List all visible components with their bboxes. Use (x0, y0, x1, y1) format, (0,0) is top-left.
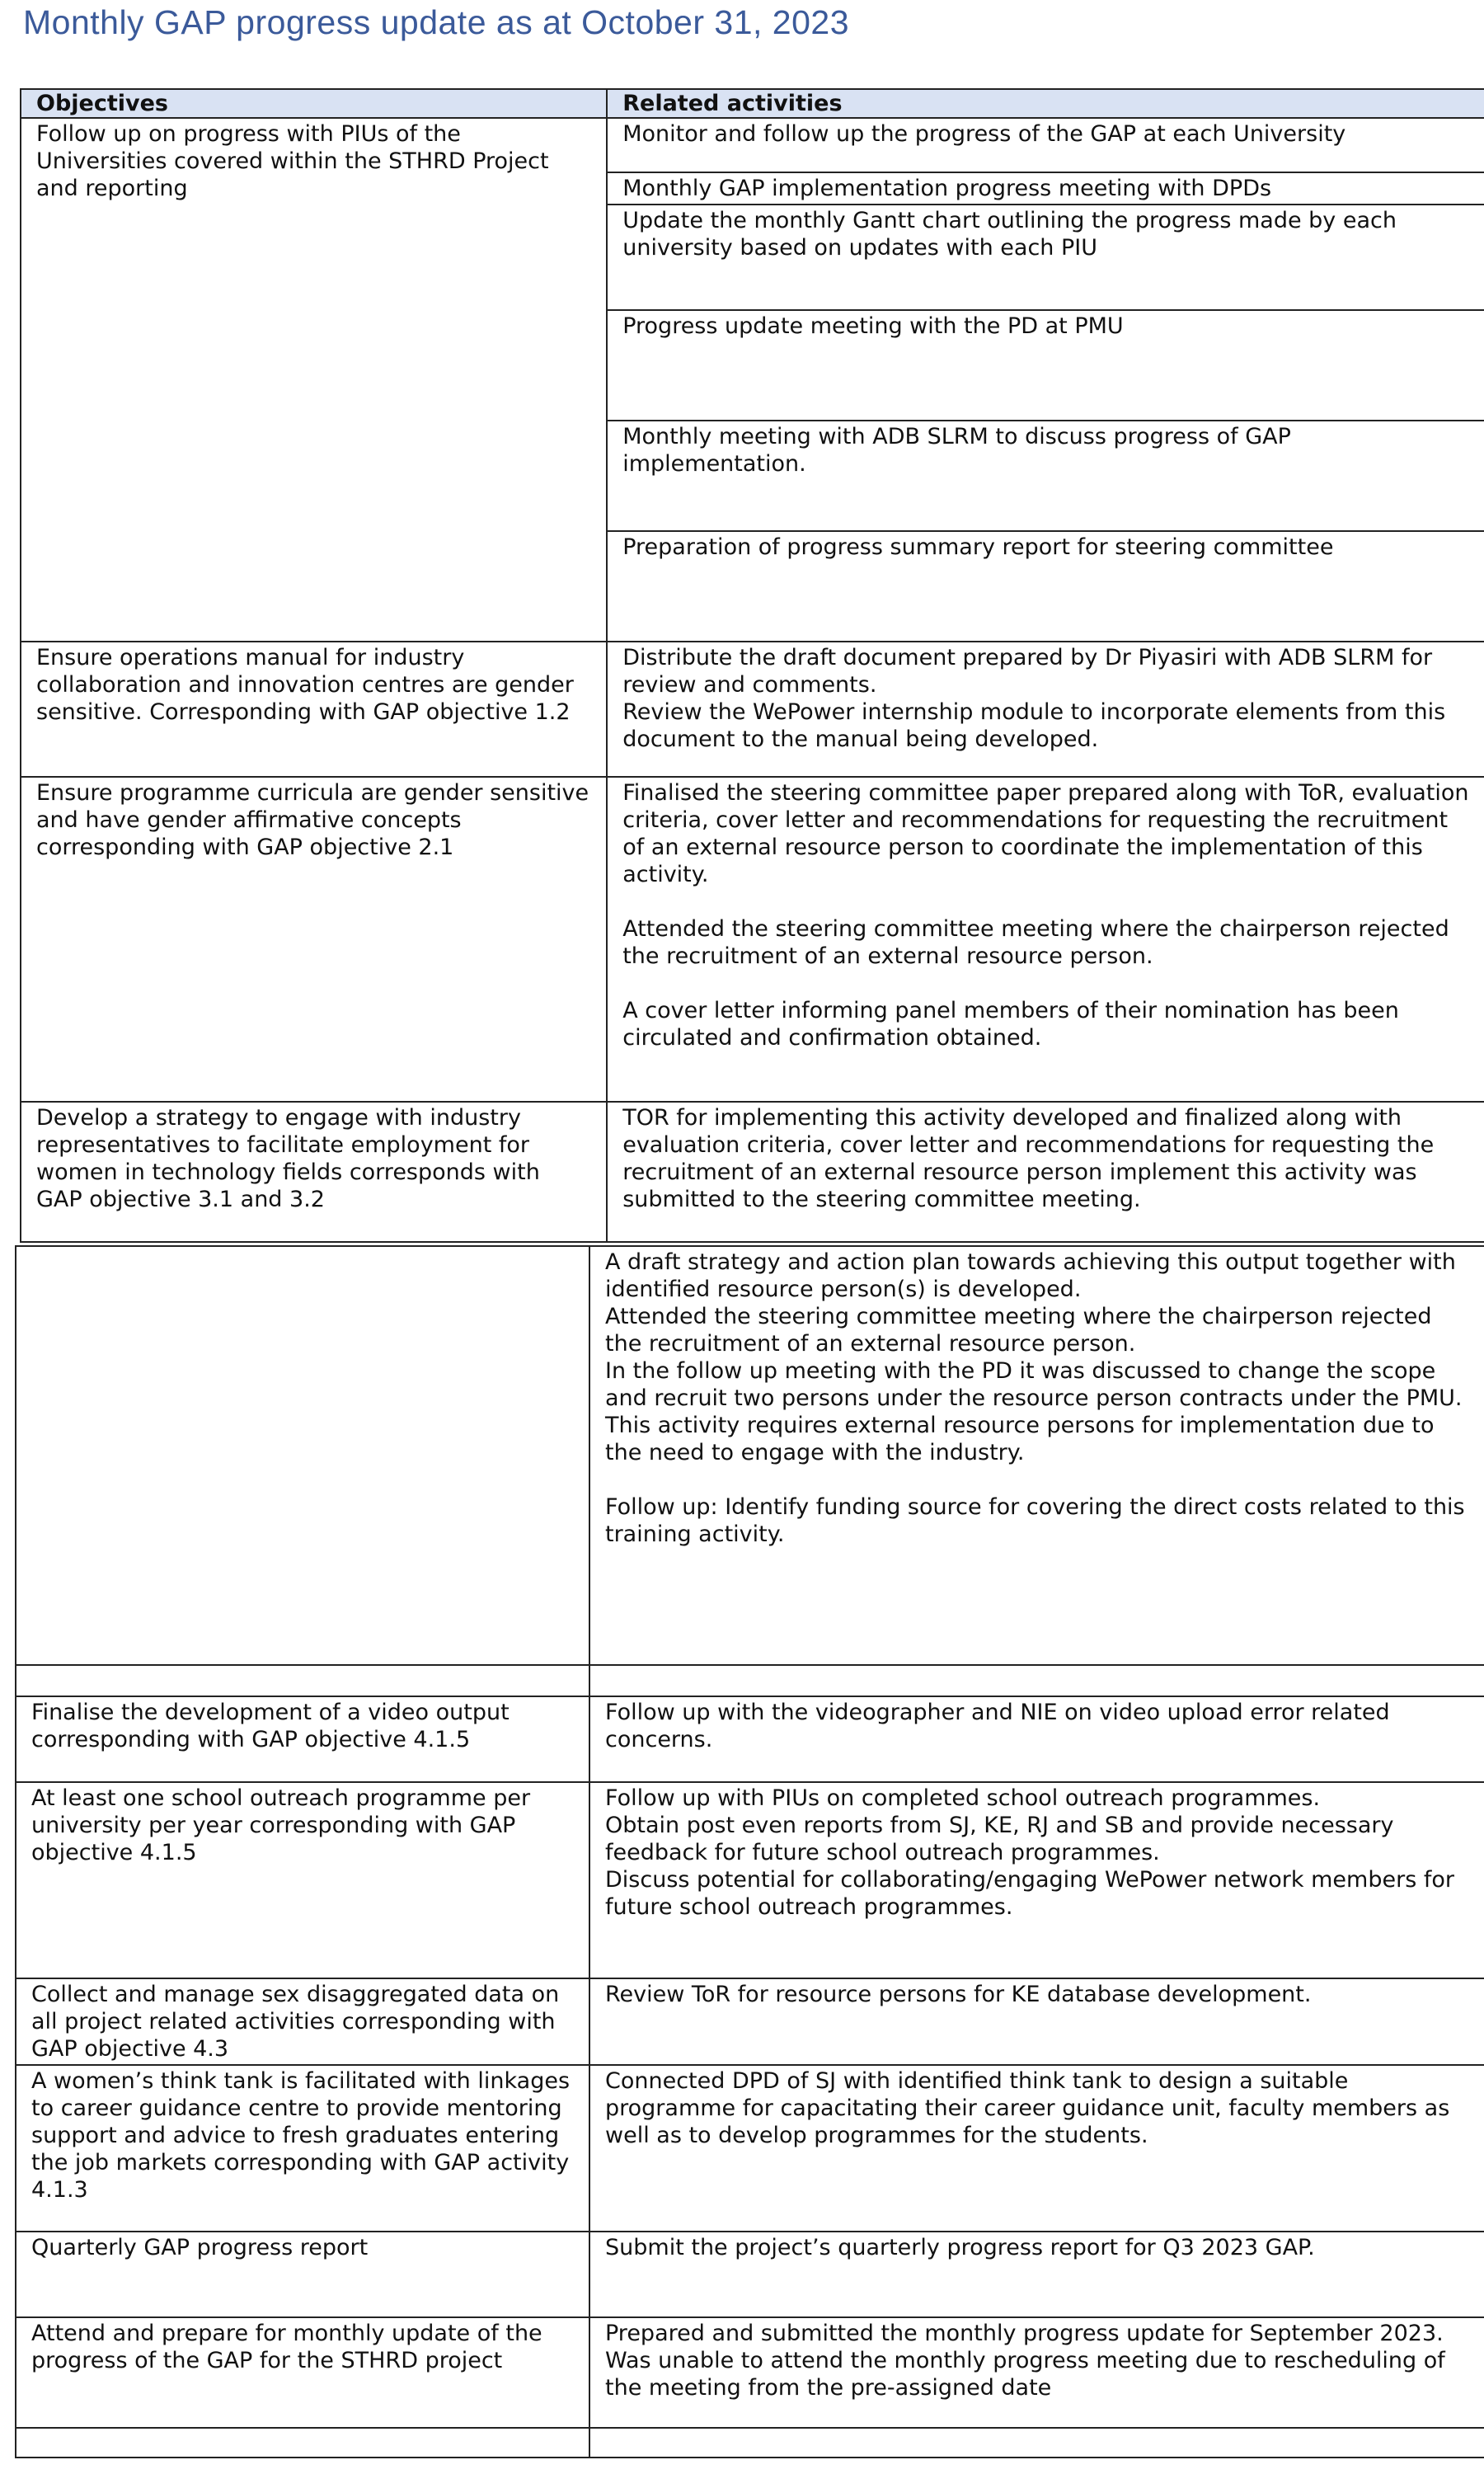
activity-cell: Review ToR for resource persons for KE database development. (589, 1978, 1484, 2065)
objective-cell: Ensure operations manual for industry collaboration and innovation centres are gender sensitive. Corresponding with GAP objective 1.2 (21, 642, 607, 777)
activity-cell: Monthly GAP implementation progress meeting with DPDs (607, 172, 1484, 205)
header-objectives: Objectives (21, 89, 607, 118)
table-header-row (21, 89, 1484, 118)
table-row (16, 1978, 1484, 2065)
table-row (16, 2317, 1484, 2428)
objective-cell: Ensure programme curricula are gender sensitive and have gender affirmative concepts corresponding with GAP objective 2.1 (21, 777, 607, 1102)
table-row (21, 118, 1484, 172)
activity-cell (607, 642, 1484, 777)
table-row (16, 2428, 1484, 2458)
objective-cell: Finalise the development of a video output corresponding with GAP objective 4.1.5 (16, 1696, 589, 1782)
activity-paragraph: Obtain post even reports from SJ, KE, RJ and SB and provide necessary feedback for future school outreach programmes. (605, 1813, 1394, 1865)
activity-paragraph: Was unable to attend the monthly progress meeting due to rescheduling of the meeting from the pre-assigned date (605, 2348, 1445, 2401)
table-row (16, 1246, 1484, 1665)
table-row (16, 1696, 1484, 1782)
activity-cell (589, 1782, 1484, 1978)
activity-paragraph: Discuss potential for collaborating/engaging WePower network members for future school outreach programmes. (605, 1867, 1454, 1920)
objective-cell (16, 1246, 589, 1665)
activity-cell (589, 2317, 1484, 2428)
empty-cell (589, 1665, 1484, 1696)
gap-progress-table (20, 88, 1484, 1243)
activity-paragraph: Attended the steering committee meeting where the chairperson rejected the recruitment of an external resource person. (622, 916, 1449, 969)
objective-cell: Quarterly GAP progress report (16, 2232, 589, 2317)
activity-paragraph: A draft strategy and action plan towards achieving this output together with identified resource person(s) is developed. (605, 1249, 1456, 1302)
activity-cell (607, 777, 1484, 1102)
table-row (16, 1782, 1484, 1978)
activity-cell: Update the monthly Gantt chart outlining the progress made by each university based on updates with each PIU (607, 205, 1484, 310)
activity-paragraph: Prepared and submitted the monthly progress update for September 2023. (605, 2321, 1444, 2346)
empty-cell (589, 2428, 1484, 2458)
table-row (21, 777, 1484, 1102)
table-row (16, 2065, 1484, 2232)
activity-cell: TOR for implementing this activity developed and finalized along with evaluation criteria, cover letter and recommendations for requesting the recruitment of an external resource person implement this activity was submitted to the steering committee meeting. (607, 1102, 1484, 1242)
table-row (16, 1665, 1484, 1696)
objective-cell: Develop a strategy to engage with industry representatives to facilitate employment for women in technology fields corresponds with GAP objective 3.1 and 3.2 (21, 1102, 607, 1242)
objective-cell: At least one school outreach programme per university per year corresponding with GAP objective 4.1.5 (16, 1782, 589, 1978)
activity-cell: Monitor and follow up the progress of the GAP at each University (607, 118, 1484, 172)
activity-cell (589, 1246, 1484, 1665)
activity-paragraph: Distribute the draft document prepared by Dr Piyasiri with ADB SLRM for review and comments. (622, 645, 1433, 698)
activity-cell: Follow up with the videographer and NIE on video upload error related concerns. (589, 1696, 1484, 1782)
gap-progress-table-continued (15, 1245, 1484, 2458)
header-related-activities: Related activities (607, 89, 1484, 118)
activity-paragraph: Finalised the steering committee paper prepared along with ToR, evaluation criteria, cover letter and recommendations for requesting the recruitment of an external resource person to coordinate the implementation of this activity. (622, 780, 1469, 887)
table-row (21, 1102, 1484, 1242)
activity-paragraph: Follow up: Identify funding source for covering the direct costs related to this training activity. (605, 1494, 1465, 1547)
activity-paragraph: Attended the steering committee meeting where the chairperson rejected the recruitment of an external resource person. (605, 1304, 1432, 1357)
activity-cell: Preparation of progress summary report for steering committee (607, 531, 1484, 642)
objective-cell: Collect and manage sex disaggregated data on all project related activities corresponding with GAP objective 4.3 (16, 1978, 589, 2065)
document-title: Monthly GAP progress update as at October 31, 2023 (23, 3, 849, 41)
table-row (21, 642, 1484, 777)
objective-cell: Attend and prepare for monthly update of the progress of the GAP for the STHRD project (16, 2317, 589, 2428)
empty-cell (16, 2428, 589, 2458)
empty-cell (16, 1665, 589, 1696)
activity-paragraph: In the follow up meeting with the PD it was discussed to change the scope and recruit two persons under the resource person contracts under the PMU. This activity requires external resource persons for implementation due to the need to engage with the industry. (605, 1358, 1463, 1465)
objective-cell: A women’s think tank is facilitated with linkages to career guidance centre to provide mentoring support and advice to fresh graduates entering the job markets corresponding with GAP activity 4.1.3 (16, 2065, 589, 2232)
activity-cell: Submit the project’s quarterly progress report for Q3 2023 GAP. (589, 2232, 1484, 2317)
activity-cell: Progress update meeting with the PD at PMU (607, 310, 1484, 421)
activity-cell: Connected DPD of SJ with identified think tank to design a suitable programme for capacitating their career guidance unit, faculty members as well as to develop programmes for the students. (589, 2065, 1484, 2232)
activity-paragraph: A cover letter informing panel members of their nomination has been circulated and confirmation obtained. (622, 998, 1399, 1051)
table-row (16, 2232, 1484, 2317)
activity-paragraph: Follow up with PIUs on completed school outreach programmes. (605, 1785, 1321, 1811)
activity-paragraph: Review the WePower internship module to incorporate elements from this document to the manual being developed. (622, 699, 1446, 752)
activity-cell: Monthly meeting with ADB SLRM to discuss progress of GAP implementation. (607, 421, 1484, 531)
objective-cell: Follow up on progress with PIUs of the Universities covered within the STHRD Project and reporting (21, 118, 607, 642)
